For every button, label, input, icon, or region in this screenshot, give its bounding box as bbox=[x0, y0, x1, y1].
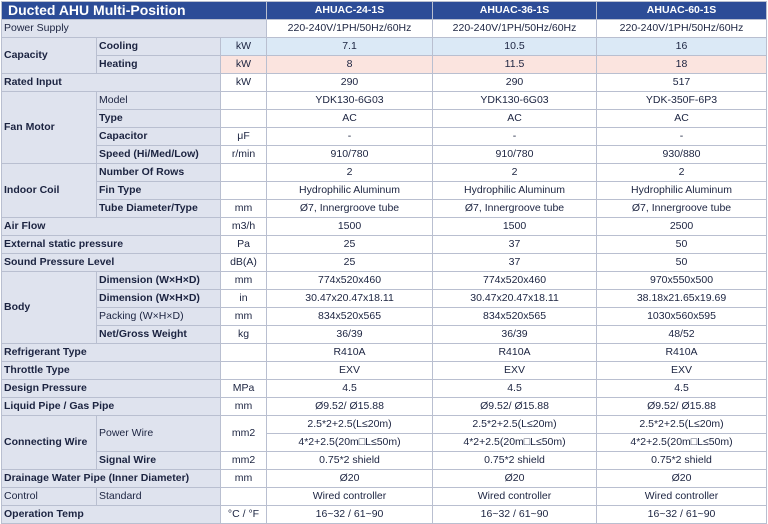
row-label: Air Flow bbox=[2, 218, 221, 236]
row-label: Sound Pressure Level bbox=[2, 254, 221, 272]
table-row bbox=[2, 38, 767, 56]
cell-value: 25 bbox=[267, 236, 433, 254]
sub-label: Capacitor bbox=[97, 128, 221, 146]
table-row bbox=[2, 416, 767, 434]
cell-value: 4*2+2.5(20m□L≤50m) bbox=[597, 434, 767, 452]
cell-value: 1500 bbox=[267, 218, 433, 236]
cell-value: 1030x560x595 bbox=[597, 308, 767, 326]
sub-label: Type bbox=[97, 110, 221, 128]
table-row bbox=[2, 92, 767, 110]
unit-cell: r/min bbox=[221, 146, 267, 164]
row-label: Liquid Pipe / Gas Pipe bbox=[2, 398, 221, 416]
cell-value: Ø9.52/ Ø15.88 bbox=[267, 398, 433, 416]
table-row bbox=[2, 452, 767, 470]
table-row bbox=[2, 56, 767, 74]
cell-value: 290 bbox=[433, 74, 597, 92]
unit-cell: in bbox=[221, 290, 267, 308]
cell-value: Hydrophilic Aluminum bbox=[267, 182, 433, 200]
sub-label: Packing (W×H×D) bbox=[97, 308, 221, 326]
cell-value: 8 bbox=[267, 56, 433, 74]
table-row bbox=[2, 110, 767, 128]
sub-label: Heating bbox=[97, 56, 221, 74]
cell-value: 774x520x460 bbox=[267, 272, 433, 290]
table-row bbox=[2, 488, 767, 506]
cell-value: Ø7, Innergroove tube bbox=[433, 200, 597, 218]
table-row bbox=[2, 344, 767, 362]
table-row bbox=[2, 218, 767, 236]
cell-value: 910/780 bbox=[433, 146, 597, 164]
model-header: AHUAC-36-1S bbox=[433, 2, 597, 20]
unit-cell: °C / °F bbox=[221, 506, 267, 524]
cell-value: 2 bbox=[267, 164, 433, 182]
header-row bbox=[2, 2, 767, 20]
unit-cell: kg bbox=[221, 326, 267, 344]
cell-value: Ø9.52/ Ø15.88 bbox=[433, 398, 597, 416]
cell-value: 2.5*2+2.5(L≤20m) bbox=[597, 416, 767, 434]
cell-value: 38.18x21.65x19.69 bbox=[597, 290, 767, 308]
cell-value: Wired controller bbox=[597, 488, 767, 506]
cell-value: Ø9.52/ Ø15.88 bbox=[597, 398, 767, 416]
cell-value: YDK-350F-6P3 bbox=[597, 92, 767, 110]
unit-cell: kW bbox=[221, 74, 267, 92]
row-label: Refrigerant Type bbox=[2, 344, 221, 362]
table-row bbox=[2, 164, 767, 182]
row-label: External static pressure bbox=[2, 236, 221, 254]
table-row bbox=[2, 254, 767, 272]
group-label: Fan Motor bbox=[2, 92, 97, 164]
cell-value: 930/880 bbox=[597, 146, 767, 164]
table-row bbox=[2, 290, 767, 308]
cell-value: 4.5 bbox=[433, 380, 597, 398]
cell-value: 36/39 bbox=[433, 326, 597, 344]
table-row bbox=[2, 470, 767, 488]
table-row bbox=[2, 128, 767, 146]
spec-table bbox=[1, 1, 767, 524]
sub-label: Speed (Hi/Med/Low) bbox=[97, 146, 221, 164]
unit-cell: μF bbox=[221, 128, 267, 146]
unit-cell: mm bbox=[221, 398, 267, 416]
unit-cell: mm bbox=[221, 200, 267, 218]
sub-label: Net/Gross Weight bbox=[97, 326, 221, 344]
sub-label: Signal Wire bbox=[97, 452, 221, 470]
table-row bbox=[2, 20, 767, 38]
cell-value: R410A bbox=[597, 344, 767, 362]
cell-value: 0.75*2 shield bbox=[433, 452, 597, 470]
cell-value: R410A bbox=[433, 344, 597, 362]
cell-value: YDK130-6G03 bbox=[267, 92, 433, 110]
sub-label: Number Of Rows bbox=[97, 164, 221, 182]
unit-cell: mm bbox=[221, 470, 267, 488]
cell-value: 48/52 bbox=[597, 326, 767, 344]
table-row bbox=[2, 74, 767, 92]
table-row bbox=[2, 200, 767, 218]
unit-cell: mm bbox=[221, 308, 267, 326]
unit-cell bbox=[221, 182, 267, 200]
cell-value: 16 bbox=[597, 38, 767, 56]
cell-value: Wired controller bbox=[433, 488, 597, 506]
table-row bbox=[2, 308, 767, 326]
cell-value: EXV bbox=[433, 362, 597, 380]
unit-cell: mm bbox=[221, 272, 267, 290]
cell-value: 2 bbox=[597, 164, 767, 182]
cell-value: R410A bbox=[267, 344, 433, 362]
group-label: Connecting Wire bbox=[2, 416, 97, 470]
cell-value: AC bbox=[267, 110, 433, 128]
cell-value: 2.5*2+2.5(L≤20m) bbox=[433, 416, 597, 434]
unit-cell: mm2 bbox=[221, 416, 267, 452]
cell-value: AC bbox=[433, 110, 597, 128]
row-label: Design Pressure bbox=[2, 380, 221, 398]
table-row bbox=[2, 380, 767, 398]
unit-cell bbox=[221, 488, 267, 506]
cell-value: YDK130-6G03 bbox=[433, 92, 597, 110]
table-row bbox=[2, 506, 767, 524]
cell-value: 4.5 bbox=[597, 380, 767, 398]
cell-value: Ø20 bbox=[433, 470, 597, 488]
cell-value: 10.5 bbox=[433, 38, 597, 56]
cell-value: 18 bbox=[597, 56, 767, 74]
cell-value: 290 bbox=[267, 74, 433, 92]
cell-value: AC bbox=[597, 110, 767, 128]
table-row bbox=[2, 326, 767, 344]
table-row bbox=[2, 236, 767, 254]
cell-value: 2 bbox=[433, 164, 597, 182]
sub-label: Model bbox=[97, 92, 221, 110]
cell-value: 220-240V/1PH/50Hz/60Hz bbox=[433, 20, 597, 38]
cell-value: 220-240V/1PH/50Hz/60Hz bbox=[597, 20, 767, 38]
cell-value: 16~32 / 61~90 bbox=[433, 506, 597, 524]
row-label: Rated Input bbox=[2, 74, 221, 92]
cell-value: 2.5*2+2.5(L≤20m) bbox=[267, 416, 433, 434]
cell-value: 25 bbox=[267, 254, 433, 272]
cell-value: 30.47x20.47x18.11 bbox=[433, 290, 597, 308]
cell-value: Ø7, Innergroove tube bbox=[597, 200, 767, 218]
row-label: Operation Temp bbox=[2, 506, 221, 524]
cell-value: - bbox=[267, 128, 433, 146]
cell-value: 4.5 bbox=[267, 380, 433, 398]
sub-label: Dimension (W×H×D) bbox=[97, 272, 221, 290]
unit-cell: MPa bbox=[221, 380, 267, 398]
cell-value: 4*2+2.5(20m□L≤50m) bbox=[433, 434, 597, 452]
group-label: Capacity bbox=[2, 38, 97, 74]
unit-cell: m3/h bbox=[221, 218, 267, 236]
cell-value: 50 bbox=[597, 236, 767, 254]
cell-value: 50 bbox=[597, 254, 767, 272]
cell-value: 220-240V/1PH/50Hz/60Hz bbox=[267, 20, 433, 38]
cell-value: 910/780 bbox=[267, 146, 433, 164]
sub-label: Fin Type bbox=[97, 182, 221, 200]
cell-value: 0.75*2 shield bbox=[267, 452, 433, 470]
unit-cell bbox=[221, 110, 267, 128]
table-row bbox=[2, 146, 767, 164]
table-title: Ducted AHU Multi-Position bbox=[2, 2, 267, 20]
group-label: Body bbox=[2, 272, 97, 344]
unit-cell: kW bbox=[221, 38, 267, 56]
cell-value: 774x520x460 bbox=[433, 272, 597, 290]
cell-value: EXV bbox=[597, 362, 767, 380]
cell-value: Hydrophilic Aluminum bbox=[597, 182, 767, 200]
unit-cell: kW bbox=[221, 56, 267, 74]
table-row bbox=[2, 362, 767, 380]
row-label: Control bbox=[2, 488, 97, 506]
cell-value: 834x520x565 bbox=[267, 308, 433, 326]
cell-value: EXV bbox=[267, 362, 433, 380]
cell-value: 2500 bbox=[597, 218, 767, 236]
cell-value: 37 bbox=[433, 236, 597, 254]
cell-value: 517 bbox=[597, 74, 767, 92]
cell-value: 30.47x20.47x18.11 bbox=[267, 290, 433, 308]
cell-value: 16~32 / 61~90 bbox=[267, 506, 433, 524]
cell-value: Ø7, Innergroove tube bbox=[267, 200, 433, 218]
sub-label: Power Wire bbox=[97, 416, 221, 452]
cell-value: 36/39 bbox=[267, 326, 433, 344]
cell-value: 0.75*2 shield bbox=[597, 452, 767, 470]
cell-value: 11.5 bbox=[433, 56, 597, 74]
cell-value: 7.1 bbox=[267, 38, 433, 56]
cell-value: Ø20 bbox=[267, 470, 433, 488]
sub-label: Cooling bbox=[97, 38, 221, 56]
cell-value: 16~32 / 61~90 bbox=[597, 506, 767, 524]
sub-label: Standard bbox=[97, 488, 221, 506]
group-label: Indoor Coil bbox=[2, 164, 97, 218]
unit-cell: dB(A) bbox=[221, 254, 267, 272]
sub-label: Dimension (W×H×D) bbox=[97, 290, 221, 308]
model-header: AHUAC-60-1S bbox=[597, 2, 767, 20]
table-row bbox=[2, 182, 767, 200]
cell-value: - bbox=[597, 128, 767, 146]
cell-value: 834x520x565 bbox=[433, 308, 597, 326]
unit-cell: Pa bbox=[221, 236, 267, 254]
table-row bbox=[2, 398, 767, 416]
cell-value: Hydrophilic Aluminum bbox=[433, 182, 597, 200]
table-row bbox=[2, 272, 767, 290]
cell-value: Ø20 bbox=[597, 470, 767, 488]
sub-label: Tube Diameter/Type bbox=[97, 200, 221, 218]
row-label: Drainage Water Pipe (Inner Diameter) bbox=[2, 470, 221, 488]
model-header: AHUAC-24-1S bbox=[267, 2, 433, 20]
unit-cell bbox=[221, 92, 267, 110]
cell-value: Wired controller bbox=[267, 488, 433, 506]
cell-value: 37 bbox=[433, 254, 597, 272]
row-label: Power Supply bbox=[2, 20, 267, 38]
row-label: Throttle Type bbox=[2, 362, 221, 380]
unit-cell bbox=[221, 362, 267, 380]
cell-value: - bbox=[433, 128, 597, 146]
cell-value: 1500 bbox=[433, 218, 597, 236]
unit-cell bbox=[221, 164, 267, 182]
unit-cell: mm2 bbox=[221, 452, 267, 470]
cell-value: 4*2+2.5(20m□L≤50m) bbox=[267, 434, 433, 452]
cell-value: 970x550x500 bbox=[597, 272, 767, 290]
unit-cell bbox=[221, 344, 267, 362]
